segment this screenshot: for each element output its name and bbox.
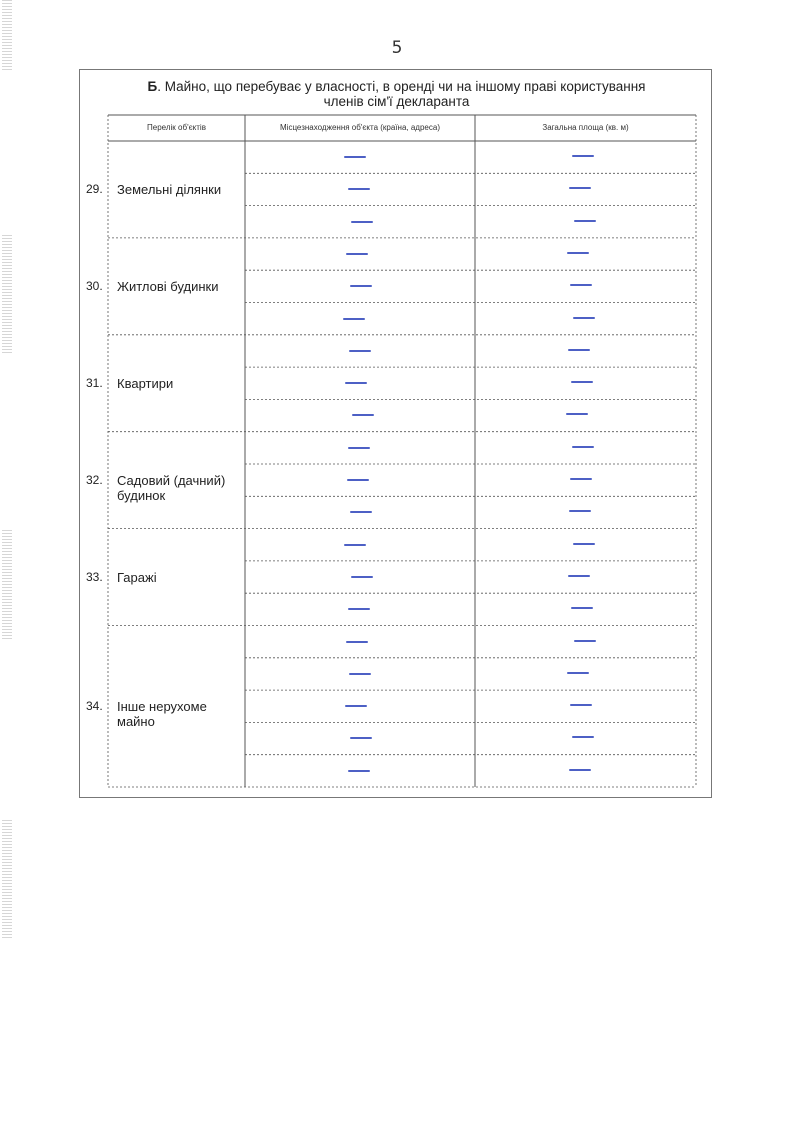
area-entry-dash [570,704,592,706]
area-entry-dash [573,543,595,545]
location-entry-dash [345,705,367,707]
location-entry-dash [346,253,368,255]
page-number: 5 [391,38,403,58]
category-label: Садовий (дачний) будинок [117,473,226,504]
location-entry-dash [345,382,367,384]
location-entry-dash [349,673,371,675]
location-entry-dash [344,544,366,546]
area-entry-dash [570,478,592,480]
column-header-objects: Перелік об'єктів [147,123,206,132]
area-entry-dash [567,252,589,254]
area-entry-dash [569,769,591,771]
area-entry-dash [570,284,592,286]
area-entry-dash [571,607,593,609]
area-entry-dash [572,155,594,157]
location-entry-dash [351,221,373,223]
location-entry-dash [348,770,370,772]
area-entry-dash [574,640,596,642]
section-title-line2: членів сім'ї декларанта [323,94,470,109]
area-entry-dash [573,317,595,319]
area-entry-dash [567,672,589,674]
row-number: 33. [86,570,103,585]
location-entry-dash [350,511,372,513]
category-label: Житлові будинки [117,279,219,295]
row-number: 31. [86,376,103,391]
location-entry-dash [350,285,372,287]
section-letter: Б [147,79,158,94]
row-number: 30. [86,279,103,294]
category-label: Квартири [117,376,174,392]
location-entry-dash [344,156,366,158]
location-entry-dash [348,447,370,449]
column-header-area: Загальна площа (кв. м) [542,123,629,132]
section-title-line1: . Майно, що перебуває у власності, в оренді чи на іншому праві користування [157,79,646,94]
location-entry-dash [349,350,371,352]
location-entry-dash [348,188,370,190]
area-entry-dash [572,446,594,448]
area-entry-dash [568,349,590,351]
area-entry-dash [568,575,590,577]
column-header-location: Місцезнаходження об'єкта (країна, адреса) [280,123,440,132]
area-entry-dash [571,381,593,383]
location-entry-dash [343,318,365,320]
area-entry-dash [569,187,591,189]
category-label: Земельні ділянки [117,182,222,198]
category-label: Інше нерухоме майно [117,699,207,730]
area-entry-dash [569,510,591,512]
category-label: Гаражі [117,570,157,586]
row-number: 32. [86,473,103,488]
location-entry-dash [348,608,370,610]
row-number: 29. [86,182,103,197]
location-entry-dash [347,479,369,481]
row-number: 34. [86,699,103,714]
area-entry-dash [574,220,596,222]
location-entry-dash [346,641,368,643]
location-entry-dash [351,576,373,578]
